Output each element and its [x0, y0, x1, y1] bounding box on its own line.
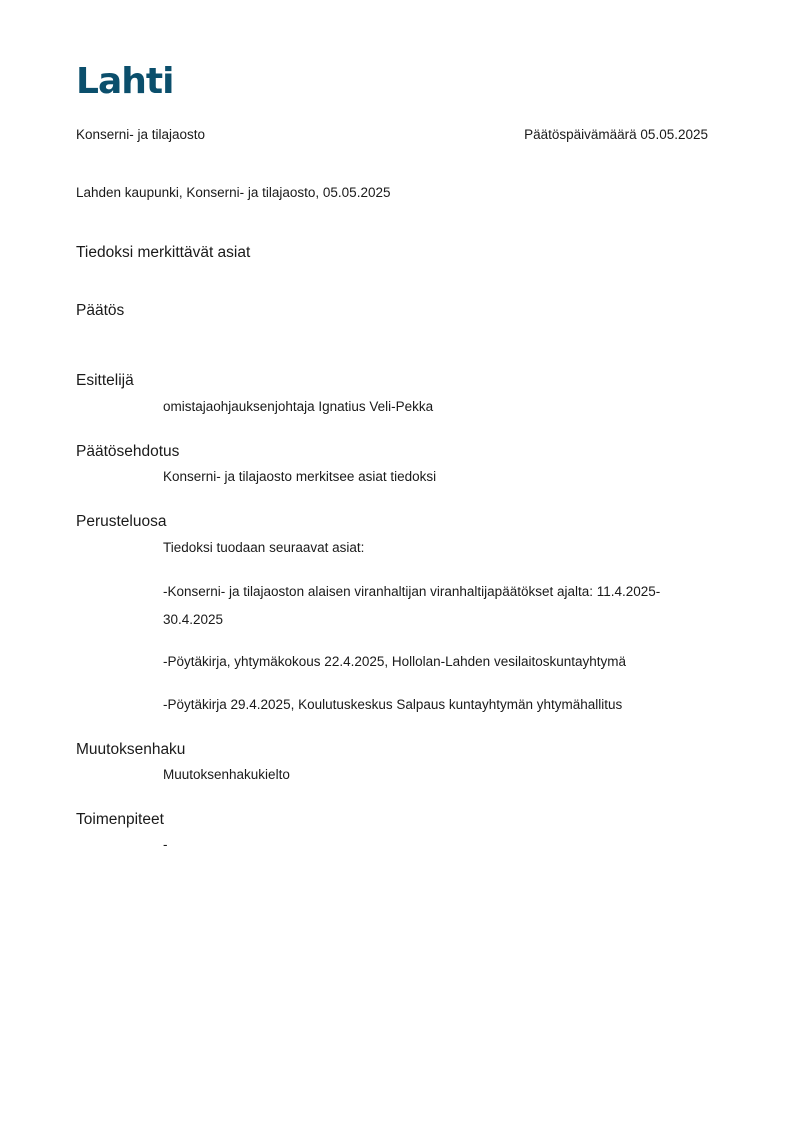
rationale-item-2: -Pöytäkirja, yhtymäkokous 22.4.2025, Hollolan-Lahden vesilaitoskuntayhtymä: [163, 654, 627, 669]
actions-text: -: [163, 837, 168, 852]
rationale-item-1-line-1: -Konserni- ja tilajaoston alaisen viranhaltijan viranhaltijapäätökset ajalta: 11.4.2025-: [163, 584, 661, 599]
rationale-item-1-line-2: 30.4.2025: [163, 612, 224, 627]
committee-name: Konserni- ja tilajaosto: [76, 127, 206, 142]
appeal-text: Muutoksenhakukielto: [163, 767, 290, 782]
actions-heading: Toimenpiteet: [76, 811, 164, 828]
meta-line: Lahden kaupunki, Konserni- ja tilajaosto, 05.05.2025: [76, 185, 391, 200]
presenter-heading: Esittelijä: [76, 372, 134, 389]
document-title: Tiedoksi merkittävät asiat: [76, 244, 251, 261]
proposal-text: Konserni- ja tilajaosto merkitsee asiat tiedoksi: [163, 469, 437, 484]
rationale-item-3: -Pöytäkirja 29.4.2025, Koulutuskeskus Salpaus kuntayhtymän yhtymähallitus: [163, 697, 623, 712]
lahti-logo: Lahti: [76, 61, 174, 102]
decision-heading: Päätös: [76, 302, 125, 319]
decision-date: Päätöspäivämäärä 05.05.2025: [524, 127, 708, 142]
presenter-text: omistajaohjauksenjohtaja Ignatius Veli-Pekka: [163, 399, 434, 414]
rationale-intro: Tiedoksi tuodaan seuraavat asiat:: [163, 540, 365, 555]
appeal-heading: Muutoksenhaku: [76, 741, 186, 758]
rationale-heading: Perusteluosa: [76, 513, 167, 530]
proposal-heading: Päätösehdotus: [76, 443, 180, 460]
